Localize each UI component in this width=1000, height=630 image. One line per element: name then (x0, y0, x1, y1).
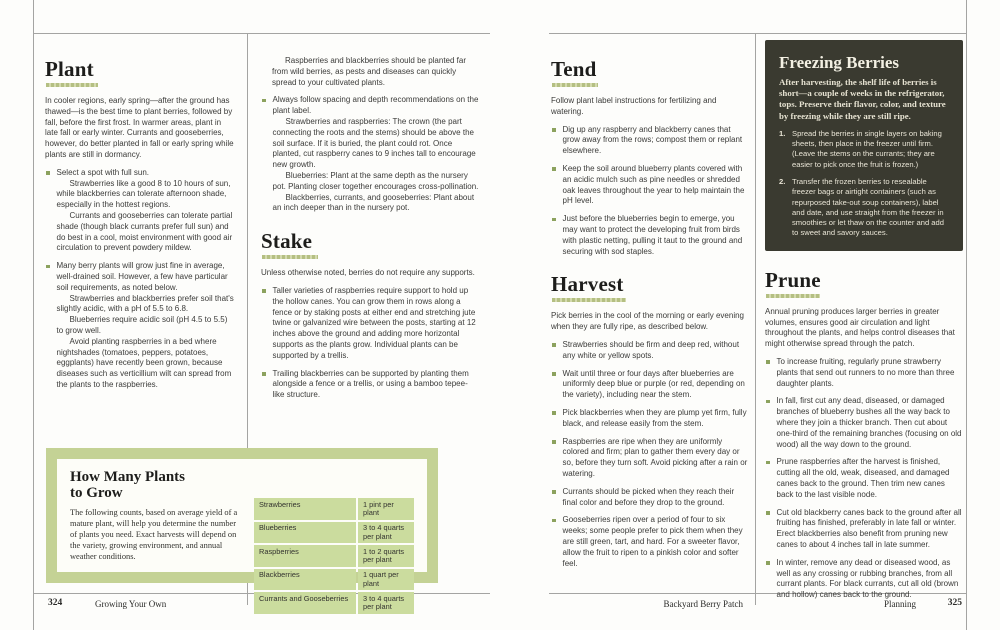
heading-underline-decoration (46, 83, 98, 87)
section-plant (45, 57, 235, 391)
paragraph: Cut old blackberry canes back to the ground after all fruiting has finished, preferably in late fall or winter. Erect blackberries also benefit from pruning new canes to about 4 inches tall in late summer. (776, 507, 962, 549)
table-cell-berry: Blueberries (254, 522, 356, 544)
table-cell-berry: Strawberries (254, 498, 356, 520)
paragraph: Raspberries are ripe when they are uniformly colored and firm; plan to gather them every day or so, before they turn soft. Avoid picking after a rain or watering. (562, 436, 748, 478)
bullet-square-icon (262, 289, 266, 293)
bullet-square-icon (766, 511, 770, 515)
section-tend-harvest (551, 57, 748, 569)
paragraph: In fall, first cut any dead, diseased, or damaged branches of blueberry bushes all the way back to where they join a thicker branch. Then cut about one-third of the remaining branches (focusing on old wood) all the way down to the ground. (776, 396, 962, 449)
heading-underline-decoration (552, 298, 626, 302)
section-freezing-prune (765, 40, 963, 601)
left-page-top-rule (33, 33, 490, 34)
bullet-item (765, 396, 963, 450)
paragraph: Keep the soil around blueberry plants covered with an acidic mulch such as pine needles or shredded oak leaves throughout the year to help maintain the pH level. (562, 163, 745, 206)
plants-yield-table (254, 498, 414, 614)
paragraph: Spread the berries in single layers on baking sheets, then place in the freezer until firm. (Leave the stems on the currants; they are easier to pick once the fruit is frozen.) (792, 128, 942, 169)
right-running-foot-chapter: Backyard Berry Patch (663, 599, 743, 609)
bullet-item (551, 515, 748, 569)
paragraph: Prune raspberries after the harvest is finished, cutting all the old, weak, diseased, and damaged canes back to the ground. Then trim new canes back to the last visible node. (776, 457, 950, 499)
plant-heading: Plant (45, 57, 94, 81)
paragraph: In winter, remove any dead or diseased wood, as well as any crossing or rubbing branches, from all currant plants. For black currants, cut all old (brown and hollow) canes back to the ground. (776, 557, 959, 600)
bullet-square-icon (552, 519, 556, 523)
freezing-box-title: Freezing Berries (779, 53, 900, 72)
paragraph: Trailing blackberries can be supported by planting them alongside a fence or a trellis, or using a bamboo tepee-like structure. (272, 368, 469, 400)
right-page-top-rule (549, 33, 967, 34)
plants-box-title: How Many Plants to Grow (70, 469, 186, 501)
stake-intro: Unless otherwise noted, berries do not require any supports. (261, 268, 475, 278)
bullet-square-icon (552, 343, 556, 347)
numbered-step (779, 177, 949, 239)
numbered-step (779, 129, 949, 170)
prune-heading: Prune (765, 267, 821, 292)
bullet-item (261, 369, 479, 401)
paragraph: Blueberries: Plant at the same depth as the nursery pot. Planting closer together encourages cross-pollination. (272, 170, 479, 191)
table-cell-berry: Currants and Gooseberries (254, 592, 356, 614)
paragraph: Select a spot with full sun. (56, 167, 149, 177)
bullet-item (551, 164, 748, 207)
bullet-square-icon (552, 411, 556, 415)
bullet-square-icon (766, 400, 770, 404)
table-cell-yield: 1 to 2 quarts per plant (358, 545, 414, 567)
table-cell-berry: Raspberries (254, 545, 356, 567)
bullet-item (765, 457, 963, 500)
bullet-item (551, 369, 748, 401)
bullet-square-icon (46, 265, 50, 269)
paragraph: Strawberries and blackberries prefer soil that's slightly acidic, with a pH of 5.5 to 6.8. (56, 293, 234, 314)
right-page-column-divider (755, 33, 756, 605)
bullet-item (551, 214, 748, 257)
bullet-square-icon (552, 167, 556, 171)
harvest-heading: Harvest (551, 272, 624, 297)
step-number: 1. (779, 128, 786, 138)
bullet-item (551, 437, 748, 480)
plant-intro: In cooler regions, early spring—after the ground has thawed—is the best time to plant berries, followed by fall, before the first frost. In warmer areas, plant in late fall or early winter. Currants and gooseberries, however, do better planted in fall or early spring while plants are still in dormancy. (45, 96, 234, 159)
paragraph: Currants and gooseberries can tolerate partial shade (though black currants prefer full sun) and do best in a cool, moist environment with good air circulation to prevent powdery mildew. (56, 210, 233, 253)
paragraph: To increase fruiting, regularly prune strawberry plants that send out runners to no more than three daughter plants. (776, 356, 955, 388)
table-cell-yield: 1 pint per plant (358, 498, 414, 520)
bullet-item (765, 508, 963, 551)
stake-heading: Stake (261, 229, 313, 254)
heading-underline-decoration (766, 294, 820, 298)
right-page-number: 325 (947, 598, 962, 608)
bullet-item (45, 261, 235, 391)
table-cell-berry: Blackberries (254, 569, 356, 591)
left-running-foot: Growing Your Own (95, 599, 167, 609)
table-cell-yield: 1 quart per plant (358, 569, 414, 591)
freezing-box-intro: After harvesting, the shelf life of berries is short—a couple of weeks in the refrigerator, tops. Preserve their flavor, color, and texture by freezing while they are still ripe. (779, 77, 946, 121)
paragraph: Many berry plants will grow just fine in average, well-drained soil. However, a few have particular soil requirements, as noted below. (56, 261, 228, 292)
bullet-item (261, 286, 479, 362)
table-cell-yield: 3 to 4 quarts per plant (358, 592, 414, 614)
section-plant-continued (261, 56, 479, 401)
paragraph: Raspberries and blackberries should be planted far from wild berries, as pests and diseases can quickly spread to your cultivated plants. (272, 56, 466, 87)
tend-intro: Follow plant label instructions for fertilizing and watering. (551, 96, 717, 116)
heading-underline-decoration (552, 83, 598, 87)
paragraph: Avoid planting raspberries in a bed where nightshades (tomatoes, peppers, potatoes, eggplants) have recently been grown, because diseases such as verticillium wilt can spread from the plants to the raspberries. (56, 336, 232, 389)
paragraph: Strawberries like a good 8 to 10 hours of sun, while blackberries can tolerate afternoon shade, especially in the hottest regions. (56, 178, 231, 210)
bullet-square-icon (552, 218, 556, 222)
prune-intro: Annual pruning produces larger berries in greater volumes, ensures good air circulation and light throughout the plants, and helps control diseases that might otherwise spread through the patch. (765, 306, 955, 349)
paragraph: Always follow spacing and depth recommendations on the plant label. (272, 95, 479, 116)
bullet-item (765, 558, 963, 601)
harvest-intro: Pick berries in the cool of the morning or early evening when they are fully ripe, as described below. (551, 311, 744, 332)
paragraph: Wait until three or four days after blueberries are uniformly deep blue or purple (or red, depending on the variety), including near the stem. (562, 368, 745, 400)
left-page-number: 324 (48, 598, 63, 608)
page-right-border (966, 0, 967, 630)
paragraph: Gooseberries ripen over a period of four to six weeks; some people prefer to pick them when they are still green, tart, and hard. For a sweeter flavor, allow the fruit to ripen to a pinkish color and softer feel. (562, 515, 743, 568)
paragraph: Strawberries and raspberries: The crown (the part connecting the roots and the stems) should be above the soil surface. If it is buried, the plant could rot. Once planted, cut raspberry canes to 9 inches tall to encourage new growth. (272, 116, 476, 170)
paragraph: Currants should be picked when they reach their final color and before they drop to the ground. (562, 486, 735, 507)
tend-heading: Tend (551, 57, 597, 81)
bullet-item (45, 168, 235, 254)
paragraph: Pick blackberries when they are plump yet firm, fully black, and release easily from the stem. (562, 407, 747, 428)
step-number: 2. (779, 177, 786, 186)
plants-box-body: The following counts, based on average yield of a mature plant, will help you determine the number of plants you need. Exact harvests will depend on the variety, growing environment, and annual weather conditions. (70, 508, 238, 561)
bullet-item (765, 357, 963, 389)
bullet-square-icon (552, 440, 556, 444)
bullet-square-icon (262, 372, 266, 376)
paragraph: Blackberries, currants, and gooseberries: Plant about an inch deeper than in the nursery pot. (272, 192, 475, 213)
paragraph: Just before the blueberries begin to emerge, you may want to protect the developing fruit from birds with plastic netting, pulling it taut to the ground and securing with sod staples. (562, 214, 743, 256)
bullet-square-icon (552, 372, 556, 376)
right-running-foot-section: Planning (883, 599, 916, 609)
bullet-square-icon (766, 461, 770, 465)
paragraph: Taller varieties of raspberries require support to hold up the hollow canes. You can grow them in rows along a fence or by staking posts at either end and stretching jute twine or galvanized wire between the posts, starting at 12 inches above the ground and adding more horizontal supports as the plants grow. Individual plants can be supported by a trellis. (272, 285, 476, 360)
bullet-square-icon (552, 490, 556, 494)
bullet-item (261, 95, 479, 214)
page-left-border (33, 0, 34, 630)
paragraph: Strawberries should be firm and deep red, without any white or yellow spots. (562, 339, 740, 360)
freezing-berries-box (765, 40, 963, 251)
bullet-item (551, 487, 748, 509)
table-cell-yield: 3 to 4 quarts per plant (358, 522, 414, 544)
bullet-item (551, 408, 748, 430)
paragraph: Dig up any raspberry and blackberry canes that grow away from the rows; compost them or replant elsewhere. (562, 124, 743, 156)
bullet-item (551, 340, 748, 362)
bullet-square-icon (552, 128, 556, 132)
heading-underline-decoration (262, 255, 318, 259)
bullet-square-icon (46, 171, 50, 175)
bullet-item (551, 125, 748, 157)
bullet-square-icon (766, 360, 770, 364)
paragraph: Blueberries require acidic soil (pH 4.5 to 5.5) to grow well. (56, 315, 228, 335)
bullet-square-icon (262, 99, 266, 103)
bullet-square-icon (766, 561, 770, 565)
paragraph: Transfer the frozen berries to resealable freezer bags or airtight containers (such as repurposed take-out soup containers), label and date, and use straight from the freezer in smoothies or let thaw on the counter and add to sweet and savory sauces. (792, 177, 944, 238)
